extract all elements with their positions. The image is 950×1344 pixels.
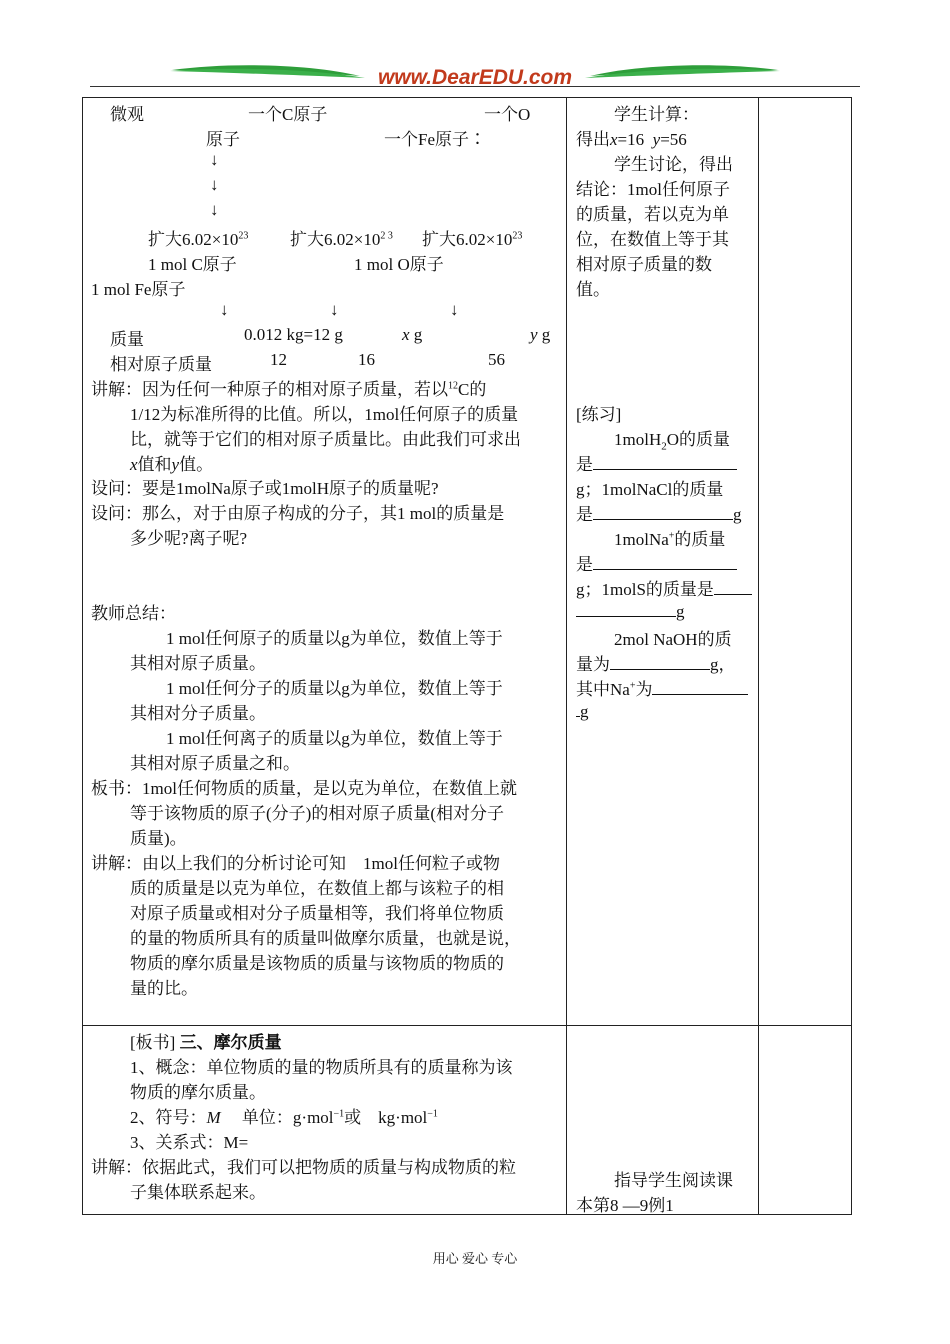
- mass-x: x g: [402, 325, 423, 344]
- down-arrow: ↓: [450, 300, 459, 319]
- question-1: 设问：要是1molNa原子或1molH原子的质量呢?: [91, 479, 439, 498]
- practice-line: g: [576, 700, 589, 722]
- table-col-divider-1: [566, 97, 567, 1215]
- calc-result: 得出x=16 y=56: [576, 130, 687, 149]
- answer-blank[interactable]: [610, 653, 710, 670]
- one-fe-atom: 一个Fe原子∶: [384, 130, 486, 149]
- board-line: 质量)。: [130, 829, 187, 848]
- question-2: 设问：那么，对于由原子构成的分子，其1 mol的质量是: [91, 504, 505, 523]
- calc-title: 学生计算：: [614, 105, 699, 124]
- summary-line: 其相对原子质量。: [130, 654, 266, 673]
- discussion-line: 值。: [576, 280, 610, 299]
- discussion-line: 相对原子质量的数: [576, 255, 712, 274]
- question-2-cont: 多少呢?离子呢?: [130, 529, 248, 548]
- practice-line: 1molNa+的质量: [614, 530, 726, 549]
- practice-line: 是: [576, 450, 737, 475]
- expand-fe: 扩大$6.02\times 10^{23}$: [422, 230, 523, 249]
- explain-2-line: 物质的摩尔质量是该物质的质量与该物质的物质的: [130, 954, 504, 973]
- concept-line: 1、概念：单位物质的量的物质所具有的质量称为该: [130, 1058, 513, 1077]
- explain-1-line: 比，就等于它们的相对原子质量比。由此我们可求出: [130, 430, 521, 449]
- down-arrow: ↓: [210, 175, 219, 194]
- answer-blank[interactable]: [593, 503, 733, 520]
- logo-text: www.DearEDU.com: [377, 66, 573, 89]
- practice-line: 2mol NaOH的质: [614, 630, 732, 649]
- explain-3-line: 子集体联系起来。: [130, 1183, 266, 1202]
- expand-c: 扩大$6.02\times 10^{23}$: [148, 230, 249, 249]
- concept-line: 物质的摩尔质量。: [130, 1083, 266, 1102]
- rel-mass-o: 16: [358, 350, 375, 369]
- symbol-line: 2、符号：M 单位：g·mol$^{-1}$或 kg·mol$^{-1}$: [130, 1108, 438, 1127]
- explain-2-line: 对原子质量或相对分子质量相等，我们将单位物质: [130, 904, 504, 923]
- one-c-atom: 一个C原子: [248, 105, 328, 124]
- mass-c: 0.012 kg=12 g: [244, 325, 343, 344]
- answer-blank[interactable]: [714, 578, 752, 595]
- down-arrow: ↓: [220, 300, 229, 319]
- practice-line: 量为 g，: [576, 655, 736, 674]
- board-heading: [板书] 三、摩尔质量: [130, 1033, 282, 1052]
- practice-line: 其中Na+为: [576, 675, 748, 700]
- header-rule: [90, 86, 860, 87]
- board-line: 等于该物质的原子(分子)的相对原子质量(相对分子: [130, 804, 504, 823]
- summary-line: 1 mol任何离子的质量以g为单位，数值上等于: [166, 729, 503, 748]
- board-line: 板书：1mol任何物质的质量，是以克为单位，在数值上就: [91, 779, 517, 798]
- atom-label: 原子: [206, 130, 240, 149]
- practice-line: 是: [576, 550, 737, 575]
- table-col-divider-2: [758, 97, 759, 1215]
- discussion-line: 结论：1mol任何原子: [576, 180, 730, 199]
- summary-line: 1 mol任何分子的质量以g为单位，数值上等于: [166, 679, 503, 698]
- explain-1-line: x值和y值。: [130, 455, 214, 474]
- one-o: 一个O: [484, 105, 531, 124]
- mass-y: y g: [530, 325, 551, 344]
- summary-line: 其相对原子质量之和。: [130, 754, 300, 773]
- down-arrow: ↓: [330, 300, 339, 319]
- micro-label: 微观: [110, 105, 144, 124]
- discussion-line: 学生讨论，得出: [614, 155, 733, 174]
- relation-line: 3、关系式：M=: [130, 1133, 249, 1152]
- guide-line: 本第8 —9例1: [576, 1196, 674, 1215]
- mass-label: 质量: [110, 330, 144, 349]
- practice-line: g；1molS的质量是: [576, 575, 752, 600]
- mol-c: 1 mol C原子: [148, 255, 237, 274]
- expand-o: 扩大$6.02\times 10^{2 3}$: [290, 230, 393, 249]
- table-border-top: [82, 97, 852, 98]
- explain-2-line: 讲解：由以上我们的分析讨论可知 1mol任何粒子或物: [91, 854, 500, 873]
- rel-mass-fe: 56: [488, 350, 505, 369]
- down-arrow: ↓: [210, 200, 219, 219]
- explain-3-line: 讲解：依据此式，我们可以把物质的质量与构成物质的粒: [91, 1158, 516, 1177]
- explain-2-line: 的量的物质所具有的质量叫做摩尔质量，也就是说，: [130, 929, 521, 948]
- guide-line: 指导学生阅读课: [614, 1171, 733, 1190]
- discussion-line: 位，在数值上等于其: [576, 230, 729, 249]
- answer-blank[interactable]: [593, 553, 737, 570]
- explain-1-line: 1/12为标准所得的比值。所以，1mol任何原子的质量: [130, 405, 519, 424]
- explain-1-line: 讲解：因为任何一种原子的相对原子质量，若以$^{12}$C的: [91, 380, 487, 399]
- page-footer: 用心 爱心 专心: [432, 1251, 518, 1266]
- practice-line: g；1molNaCl的质量: [576, 480, 724, 499]
- practice-title: [练习]: [576, 405, 622, 424]
- practice-line: g: [576, 600, 685, 622]
- down-arrow: ↓: [210, 150, 219, 169]
- table-border-bottom: [82, 1214, 852, 1215]
- table-border-left: [82, 97, 83, 1215]
- mol-fe: 1 mol Fe原子: [91, 280, 186, 299]
- discussion-line: 的质量，若以克为单: [576, 205, 729, 224]
- summary-line: 1 mol任何原子的质量以g为单位，数值上等于: [166, 629, 503, 648]
- explain-2-line: 量的比。: [130, 979, 198, 998]
- answer-blank[interactable]: [593, 453, 737, 470]
- mol-o: 1 mol O原子: [354, 255, 444, 274]
- summary-line: 其相对分子质量。: [130, 704, 266, 723]
- answer-blank[interactable]: [576, 600, 676, 617]
- explain-2-line: 质的质量是以克为单位，在数值上都与该粒子的相: [130, 879, 504, 898]
- practice-line: 是 g: [576, 505, 742, 524]
- rel-mass-label: 相对原子质量: [110, 355, 212, 374]
- table-border-row-divider: [82, 1025, 852, 1026]
- answer-blank[interactable]: [652, 678, 748, 695]
- summary-title: 教师总结：: [91, 604, 176, 623]
- practice-line: 1molH$_2$O的质量: [614, 430, 731, 453]
- table-border-right: [851, 97, 852, 1215]
- rel-mass-c: 12: [270, 350, 287, 369]
